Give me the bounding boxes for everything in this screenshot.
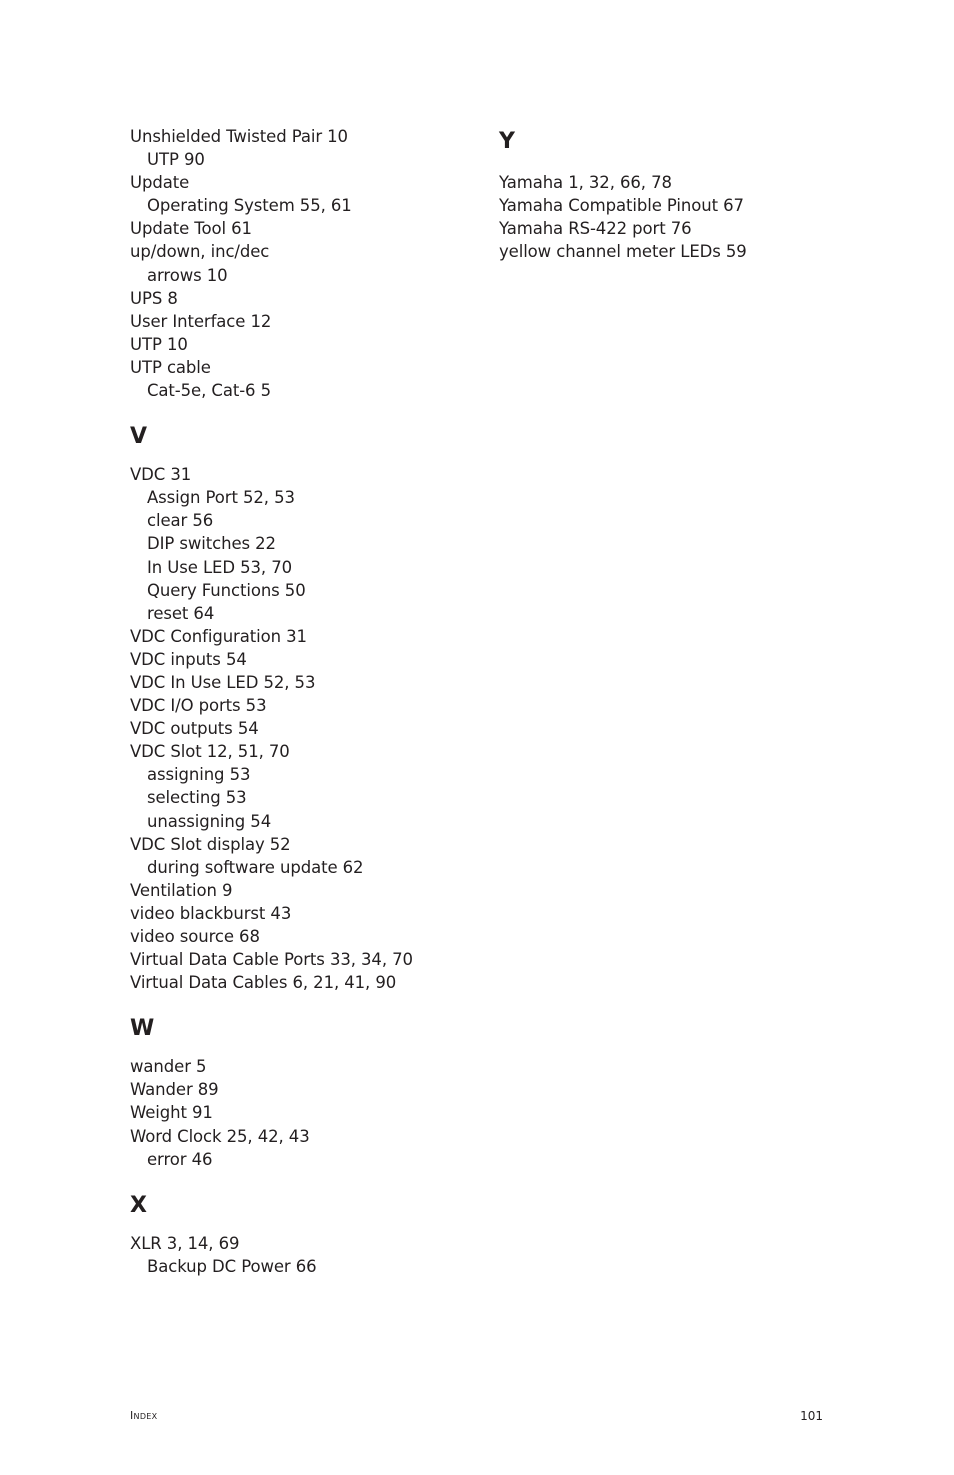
index-subentry: In Use LED 53, 70: [147, 557, 292, 577]
index-subentry: reset 64: [147, 603, 215, 623]
section-letter-x: X: [130, 1192, 147, 1218]
index-subentry: Query Functions 50: [147, 580, 306, 600]
index-entry: Yamaha 1, 32, 66, 78: [499, 173, 672, 192]
index-subentry: error 46: [147, 1149, 213, 1169]
index-entry: VDC Configuration 31: [130, 626, 307, 646]
index-entry: Update: [130, 173, 190, 193]
index-entry: wander 5: [130, 1057, 207, 1077]
footer-page-number: 101: [800, 1409, 823, 1423]
index-entry: Yamaha Compatible Pinout 67: [499, 196, 744, 216]
index-entry: up/down, inc/dec: [130, 242, 270, 262]
index-entry: VDC Slot display 52: [130, 834, 291, 854]
index-subentry: clear 56: [147, 511, 214, 531]
index-entry: video source 68: [130, 927, 260, 946]
index-entry: Weight 91: [130, 1103, 213, 1123]
index-subentry: during software update 62: [147, 857, 364, 877]
index-subentry: UTP 90: [147, 150, 205, 170]
index-entry: Word Clock 25, 42, 43: [130, 1126, 310, 1146]
index-subentry: Backup DC Power 66: [147, 1256, 317, 1276]
index-entry: VDC 31: [130, 465, 192, 485]
index-entry: VDC Slot 12, 51, 70: [130, 742, 290, 762]
index-subentry: selecting 53: [147, 788, 247, 808]
index-subentry: unassigning 54: [147, 811, 272, 831]
index-entry: VDC In Use LED 52, 53: [130, 672, 316, 692]
index-subentry: Assign Port 52, 53: [147, 488, 295, 508]
index-entry: XLR 3, 14, 69: [130, 1233, 240, 1253]
index-entry: Yamaha RS-422 port 76: [499, 219, 692, 239]
footer-section-label: Index: [130, 1409, 158, 1422]
section-letter-y: Y: [499, 129, 515, 154]
index-entry: UTP 10: [130, 334, 188, 354]
index-entry: Unshielded Twisted Pair 10: [130, 127, 348, 146]
index-entry: Ventilation 9: [130, 880, 233, 900]
index-entry: Update Tool 61: [130, 219, 252, 239]
index-entry: yellow channel meter LEDs 59: [499, 242, 747, 262]
index-group-u: [130, 125, 470, 402]
index-group-v: [130, 463, 470, 994]
index-entry: User Interface 12: [130, 311, 272, 331]
section-letter-v: V: [130, 424, 148, 450]
index-group-y: [499, 171, 839, 263]
index-entry: UTP cable: [130, 357, 211, 377]
index-subentry: Cat-5e, Cat-6 5: [147, 381, 271, 401]
index-subentry: arrows 10: [147, 265, 228, 285]
index-group-w: [130, 1055, 470, 1170]
section-letter-w: W: [130, 1016, 155, 1042]
index-column-right: [499, 125, 839, 263]
index-column-left: [130, 125, 470, 1278]
index-entry: VDC inputs 54: [130, 649, 247, 669]
index-entry: VDC I/O ports 53: [130, 696, 267, 716]
index-group-x: [130, 1232, 470, 1278]
index-subentry: DIP switches 22: [147, 534, 276, 554]
index-subentry: Operating System 55, 61: [147, 196, 352, 216]
index-entry: Wander 89: [130, 1080, 219, 1100]
index-entry: UPS 8: [130, 288, 178, 308]
index-entry: video blackburst 43: [130, 903, 292, 923]
index-entry: Virtual Data Cables 6, 21, 41, 90: [130, 973, 397, 993]
index-subentry: assigning 53: [147, 765, 251, 785]
index-entry: VDC outputs 54: [130, 719, 259, 739]
index-entry: Virtual Data Cable Ports 33, 34, 70: [130, 950, 413, 970]
